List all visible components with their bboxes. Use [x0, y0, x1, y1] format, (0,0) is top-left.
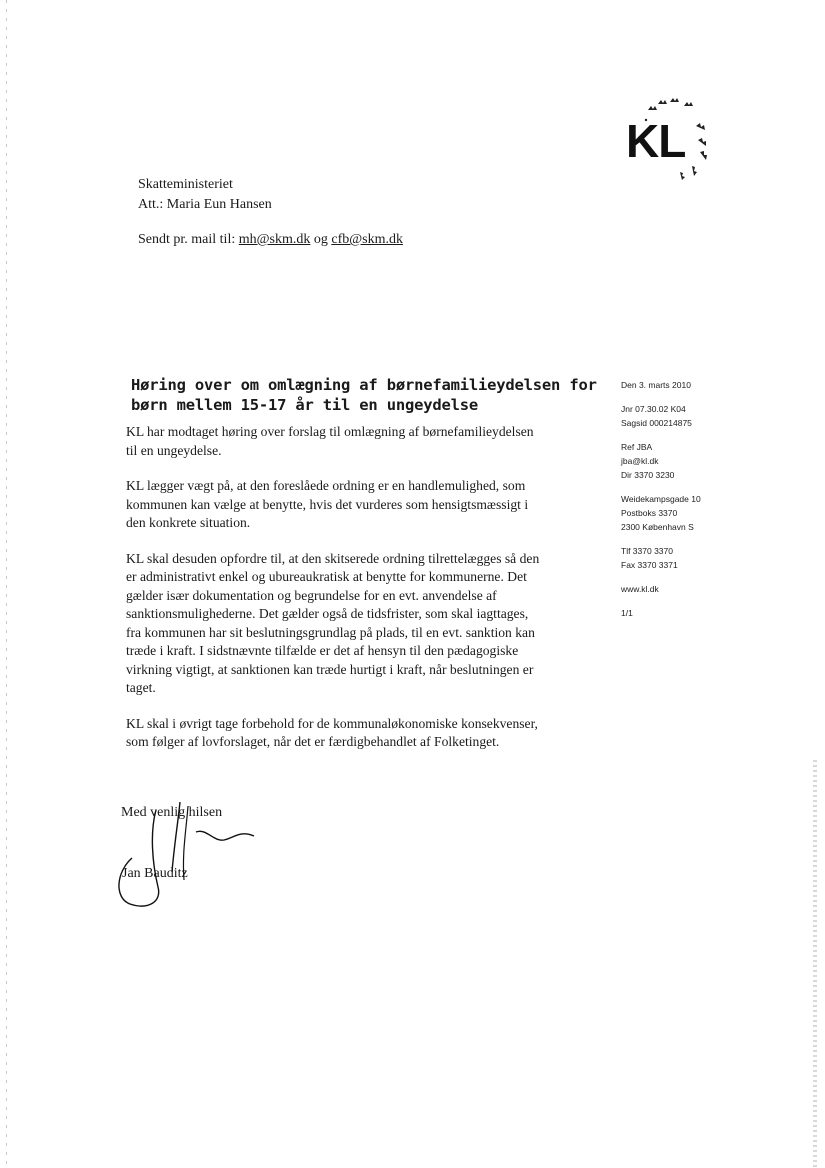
email-link-mh[interactable]: mh@skm.dk	[238, 232, 311, 247]
paragraph-2	[126, 477, 596, 533]
reference: Ref JBA	[621, 442, 653, 452]
body-line: den konkrete situation.	[126, 515, 251, 530]
body-line: gælder især dokumentation og begrundelse for en evt. anvendelse af	[126, 587, 497, 603]
page-number: 1/1	[621, 608, 633, 618]
handwritten-signature	[108, 792, 268, 912]
body-line: kommunen kan vælge at benytte, hvis det vurderes som hensigtsmæssigt i	[126, 496, 529, 512]
case-id: Sagsid 000214875	[621, 418, 692, 428]
body-line: KL lægger vægt på, at den foreslåede ordning er en handlemulighed, som	[126, 478, 526, 493]
direct-phone: Dir 3370 3230	[621, 470, 675, 480]
body-line: KL skal desuden opfordre til, at den skitserede ordning tilrettelægges så den	[126, 550, 540, 566]
body-line: virkning vigtigt, at sanktionen kan træde hurtigt i kraft, når beslutningen er	[126, 661, 534, 677]
fax: Fax 3370 3371	[621, 560, 678, 570]
body-line: KL har modtaget høring over forslag til omlægning af børnefamilieydelsen	[126, 424, 534, 439]
city: 2300 København S	[621, 522, 694, 532]
body-line: taget.	[126, 680, 156, 695]
title-line-1: Høring over om omlægning af børnefamilieydelsen for	[131, 376, 597, 394]
body-line: er administrativt enkel og ubureaukratisk at benytte for kommunerne. Det	[126, 569, 527, 584]
email-link-cfb[interactable]: cfb@skm.dk	[331, 232, 403, 247]
sent-connector: og	[313, 232, 328, 247]
body-line: som følger af lovforslaget, når det er færdigbehandlet af Folketinget.	[126, 734, 500, 749]
closing-greeting: Med venlig hilsen	[121, 805, 223, 820]
recipient-address	[138, 175, 272, 215]
postbox: Postboks 3370	[621, 508, 678, 518]
letter-date: Den 3. marts 2010	[621, 380, 691, 390]
paragraph-1	[126, 423, 596, 460]
body-line: fra kommunen har sit beslutningsgrundlag på plads, til en evt. sanktion kan	[126, 624, 535, 640]
website: www.kl.dk	[621, 584, 659, 594]
recipient-attention: Att.: Maria Eun Hansen	[138, 197, 272, 212]
kl-logo-text: KL	[626, 115, 686, 167]
sent-prefix: Sendt pr. mail til:	[138, 232, 236, 247]
signer-name: Jan Bauditz	[122, 866, 188, 881]
paragraph-3	[126, 550, 596, 698]
scan-edge-left	[6, 0, 7, 1168]
journal-number: Jnr 07.30.02 K04	[621, 404, 686, 414]
sender-info-column	[621, 378, 751, 620]
sender-email: jba@kl.dk	[621, 456, 659, 466]
body-line: træde i kraft. I sidstnævnte tilfælde er det af hensyn til den pædagogiske	[126, 643, 519, 658]
phone: Tlf 3370 3370	[621, 546, 673, 556]
letter-title	[131, 375, 601, 415]
body-line: KL skal i øvrigt tage forbehold for de kommunaløkonomiske konsekvenser,	[126, 715, 538, 731]
title-line-2: børn mellem 15-17 år til en ungeydelse	[131, 396, 479, 414]
sent-by-mail-line	[138, 232, 403, 248]
street-address: Weidekampsgade 10	[621, 494, 701, 504]
paragraph-4	[126, 715, 596, 752]
recipient-organization: Skatteministeriet	[138, 177, 233, 192]
body-line: til en ungeydelse.	[126, 442, 222, 458]
kl-logo	[618, 92, 728, 182]
body-line: sanktionsmulighederne. Det gælder også de tidsfrister, som skal iagttages,	[126, 606, 529, 621]
letter-body	[126, 423, 596, 769]
scan-edge-right	[813, 760, 817, 1168]
